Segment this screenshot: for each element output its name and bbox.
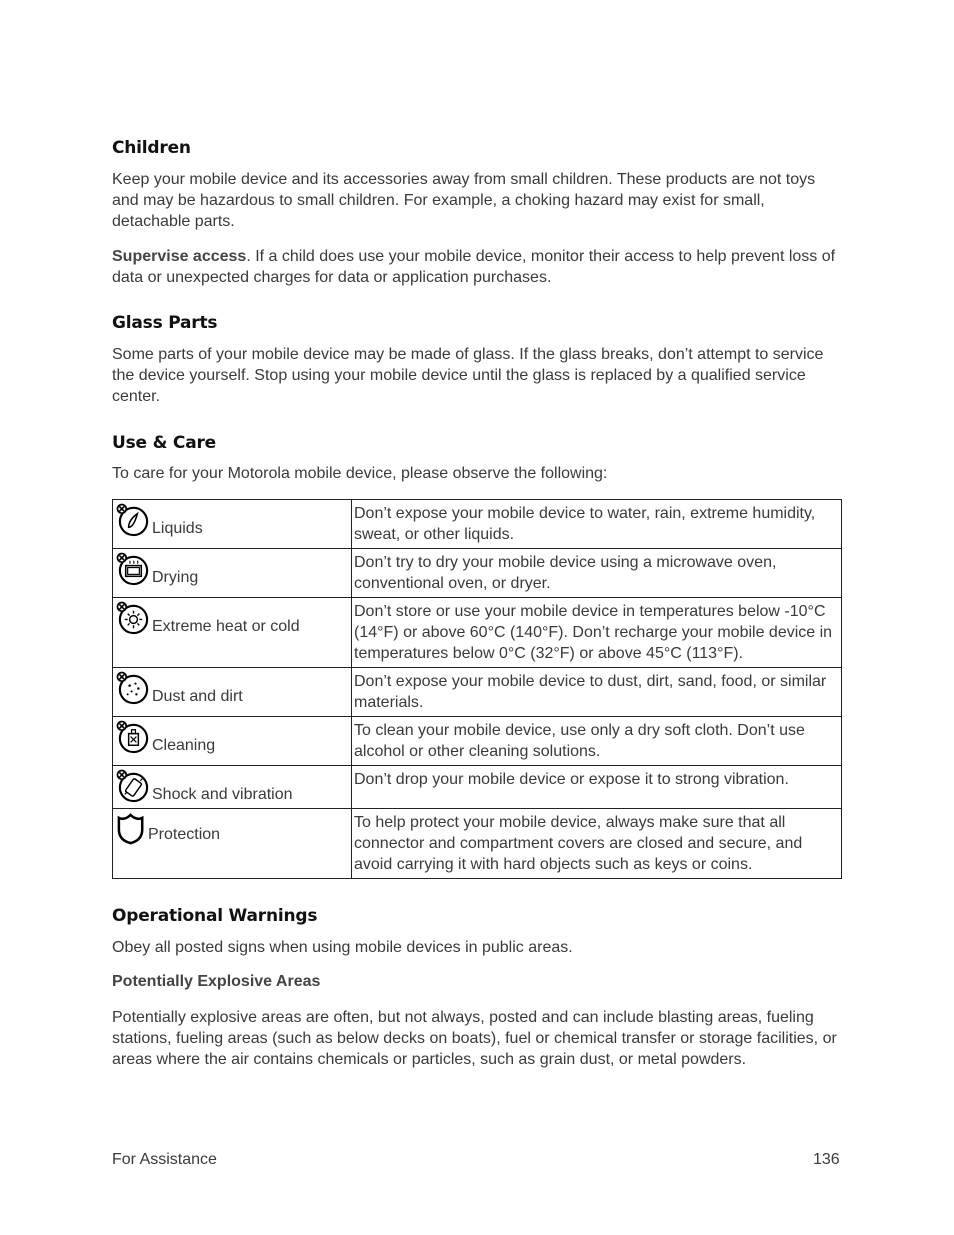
table-row (113, 668, 842, 717)
operational-paragraph: Obey all posted signs when using mobile devices in public areas. (112, 939, 573, 956)
row-label: Dust and dirt (152, 688, 243, 705)
use-care-heading: Use & Care (112, 433, 216, 453)
row-text: Don’t expose your mobile device to dust, dirt, sand, food, or similar materials. (352, 668, 842, 717)
row-label: Liquids (152, 520, 203, 537)
glass-paragraph: Some parts of your mobile device may be made of glass. If the glass breaks, don’t attempt to service the device yourself. Stop using your mobile device until the glass is replaced by a qualified service center. (112, 346, 824, 405)
operational-heading: Operational Warnings (112, 906, 318, 926)
children-paragraph: Keep your mobile device and its accessories away from small children. These products are not toys and may be hazardous to small children. For example, a choking hazard may exist for small, detachable parts. (112, 171, 816, 230)
footer-section: For Assistance (112, 1151, 217, 1168)
row-text: Don’t try to dry your mobile device using a microwave oven, conventional oven, or dryer. (352, 549, 842, 598)
supervise-paragraph (112, 246, 842, 288)
no-liquids-icon (116, 503, 151, 538)
row-label: Shock and vibration (152, 786, 293, 803)
no-extreme-temperature-icon (116, 601, 151, 636)
row-text: Don’t store or use your mobile device in temperatures below -10°C (14°F) or above 60°C (140°F). Don’t recharge your mobile device in temperatures below 0°C (32°F) or above 45°C (113°F). (352, 598, 842, 668)
row-text: To clean your mobile device, use only a dry soft cloth. Don’t use alcohol or other cleaning solutions. (352, 717, 842, 766)
supervise-text: . If a child does use your mobile device, monitor their access to help prevent loss of data or unexpected charges for data or application purchases. (112, 248, 836, 286)
explosive-subheading: Potentially Explosive Areas (112, 973, 321, 990)
row-text: To help protect your mobile device, always make sure that all connector and compartment covers are closed and secure, and avoid carrying it with hard objects such as keys or coins. (352, 809, 842, 879)
supervise-lead: Supervise access (112, 248, 247, 265)
no-chemical-cleaner-icon (116, 720, 151, 755)
no-drop-icon (116, 769, 151, 804)
row-label: Protection (148, 826, 221, 843)
glass-heading: Glass Parts (112, 313, 218, 333)
table-row (113, 809, 842, 879)
no-oven-drying-icon (116, 552, 151, 587)
row-label: Cleaning (152, 737, 216, 754)
explosive-paragraph: Potentially explosive areas are often, but not always, posted and can include blasting areas, fueling stations, fueling areas (such as below decks on boats), fuel or chemical transfer or storage facilities, or areas where the air contains chemicals or particles, such as grain dust, or metal powders. (112, 1009, 837, 1068)
page-number: 136 (813, 1151, 840, 1168)
no-dust-icon (116, 671, 151, 706)
table-row (113, 598, 842, 668)
table-row (113, 766, 842, 809)
row-label: Extreme heat or cold (152, 618, 300, 635)
protection-shield-icon (115, 812, 150, 847)
table-row (113, 500, 842, 549)
table-row (113, 717, 842, 766)
table-row (113, 549, 842, 598)
row-text: Don’t drop your mobile device or expose it to strong vibration. (352, 766, 842, 809)
children-heading: Children (112, 138, 191, 158)
use-care-intro: To care for your Motorola mobile device, please observe the following: (112, 465, 608, 482)
use-care-table (112, 499, 842, 879)
row-label: Drying (152, 569, 199, 586)
row-text: Don’t expose your mobile device to water, rain, extreme humidity, sweat, or other liquids. (352, 500, 842, 549)
